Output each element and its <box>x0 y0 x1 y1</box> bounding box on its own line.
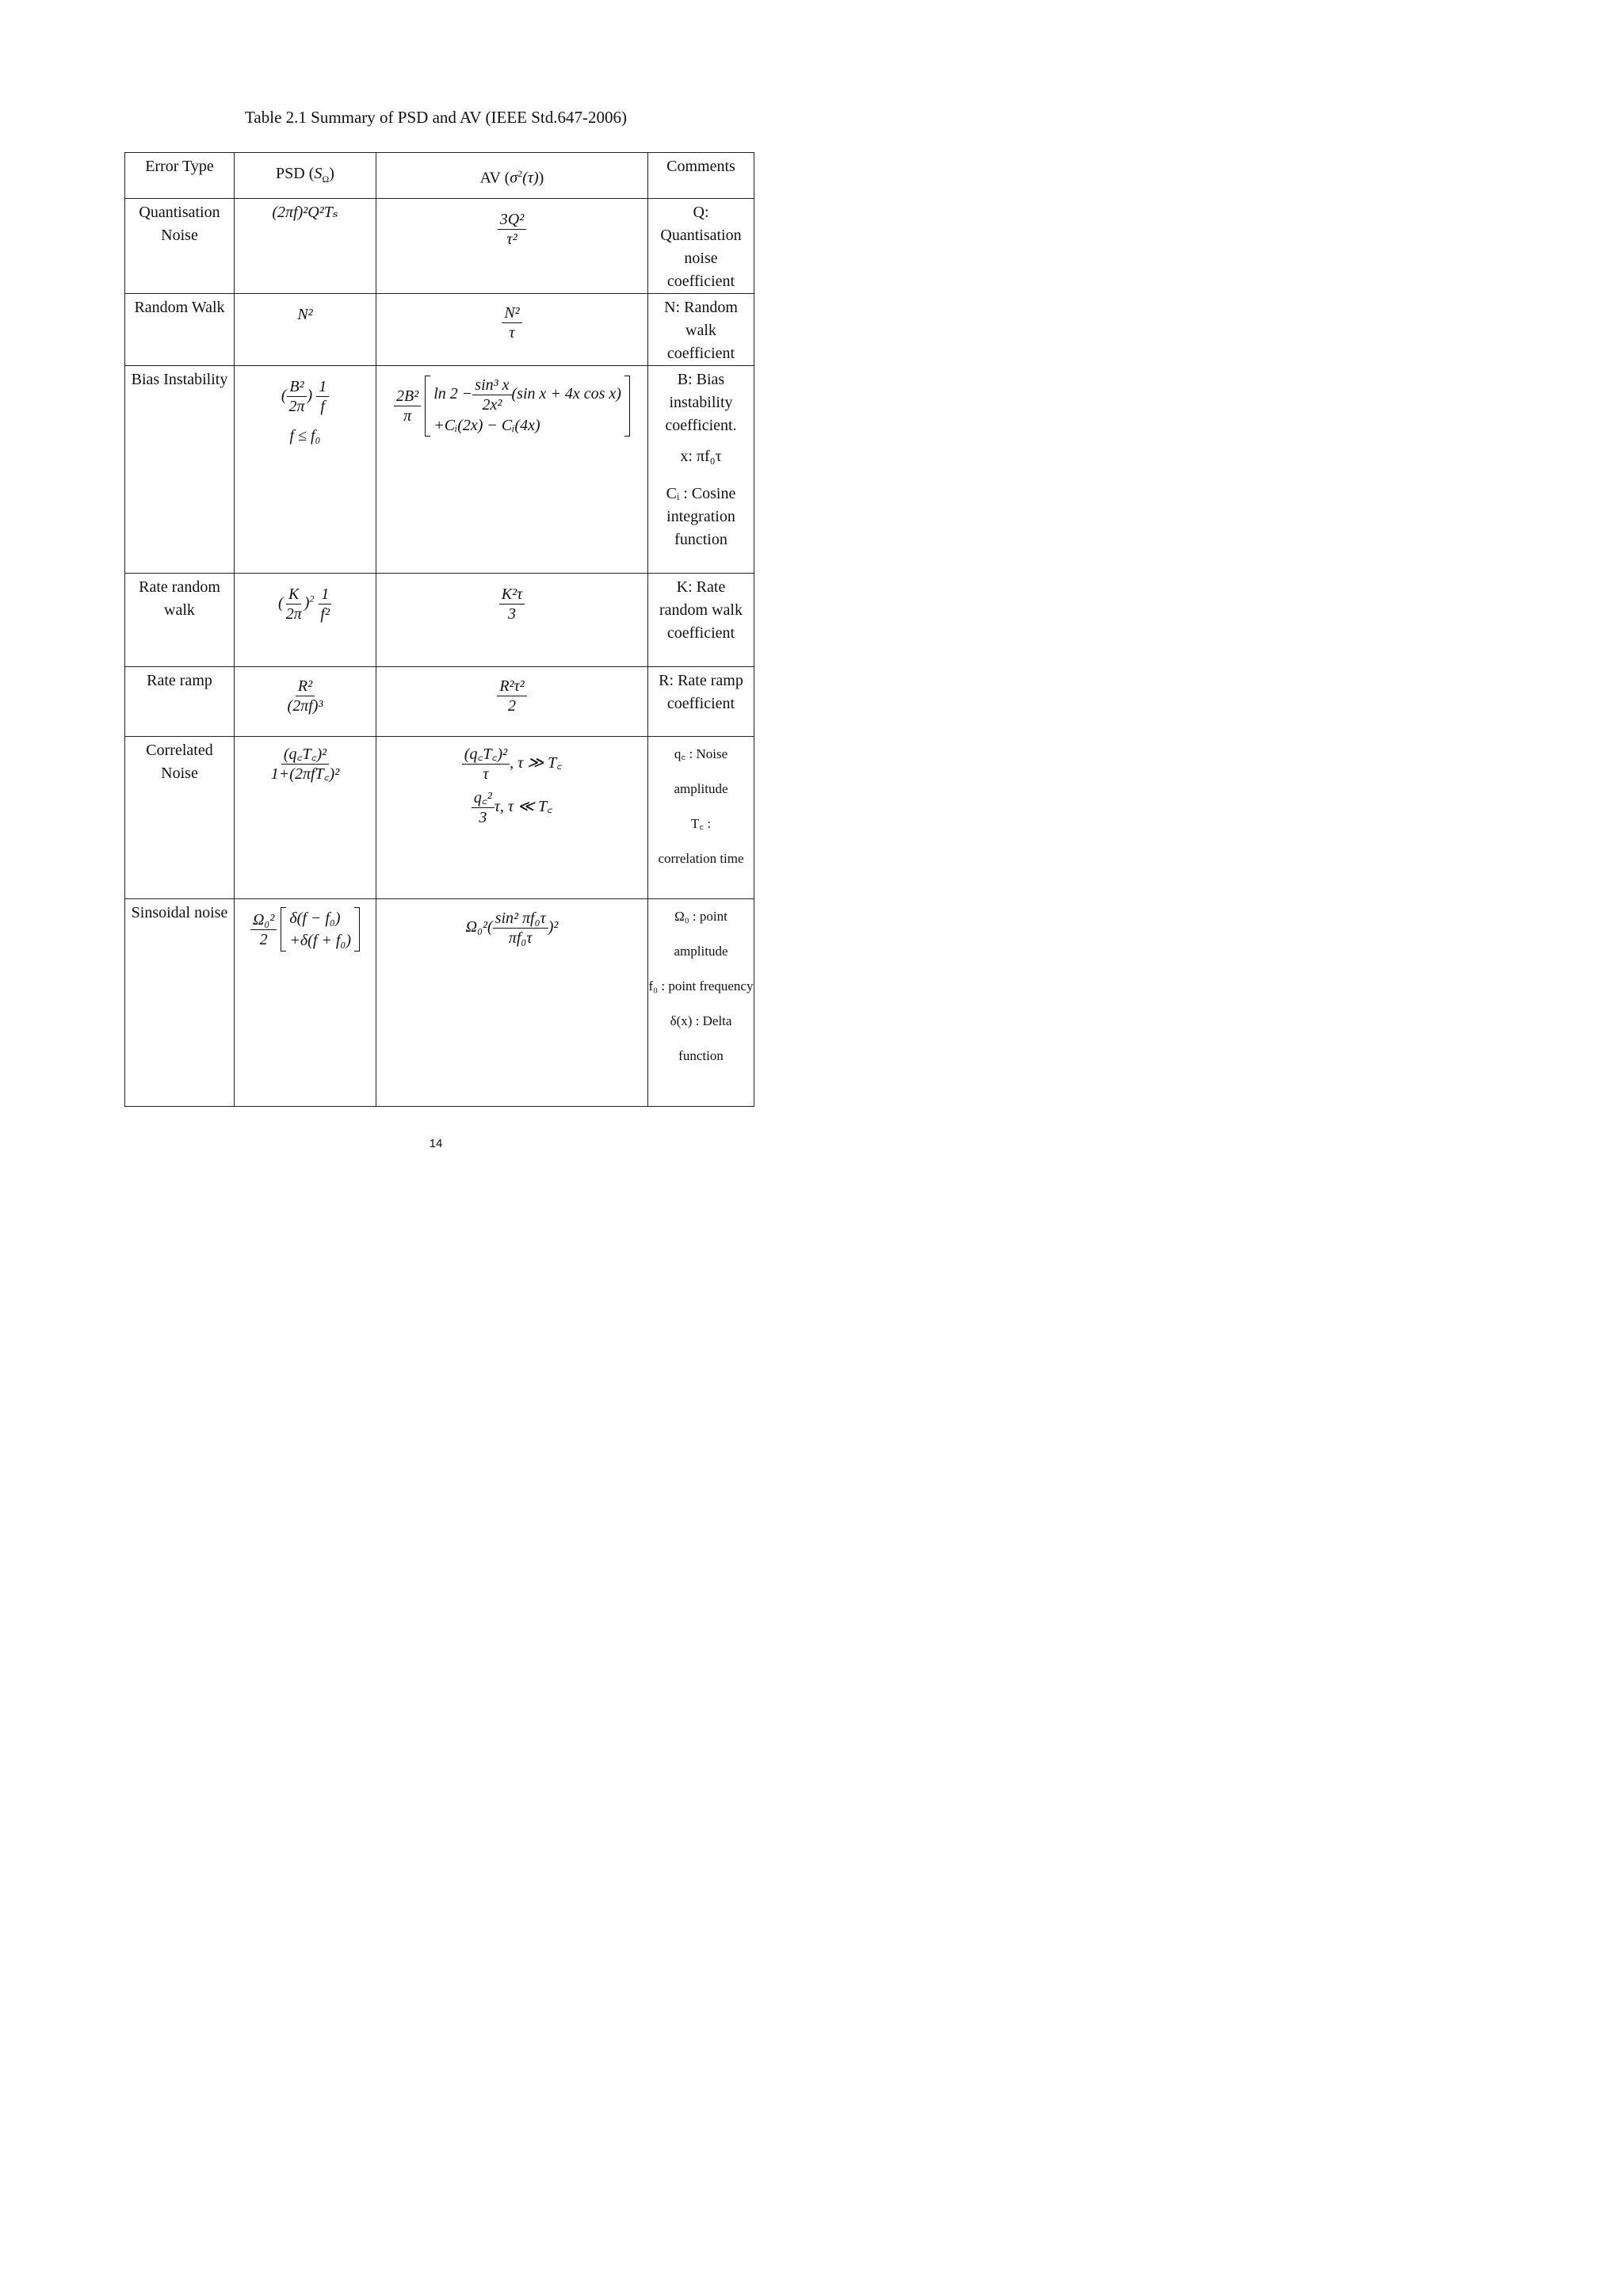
psd-cell <box>235 667 376 737</box>
table-row <box>125 667 754 737</box>
error-type-cell: Quantisation Noise <box>125 199 235 294</box>
psd-fraction: $\frac{\text{B²}}{2\pi}$ <box>286 377 307 416</box>
av-bracket: ln 2 − $\frac{\text{sin³ x}}{\text{2x²}}$ (sin x + 4x cos x) +Cᵢ(2x) − Cᵢ(4x) <box>425 376 630 437</box>
psd-cell <box>235 737 376 899</box>
error-type-cell: Rate ramp <box>125 667 235 737</box>
psd-prefactor: $\frac{\text{Ω₀²}}{2}$ <box>250 910 277 949</box>
table-row <box>125 294 754 366</box>
av-case-short-tau: $\frac{\text{q꜀²}}{3}$ τ, τ ≪ T꜀ <box>376 784 647 827</box>
av-cell <box>376 294 648 366</box>
psd-fraction-2: $\frac{1}{\text{f²}}$ <box>318 585 332 624</box>
psd-cell: ( $\frac{K}{2\pi}$ )$^2$ $\frac{1}{\text{f²}}$ <box>235 574 376 667</box>
comment-cell: q꜀ : Noise amplitude T꜀ : correlation time <box>648 737 754 899</box>
av-fraction: $\frac{\text{N²}}{\tau}$ <box>502 303 521 342</box>
table-row <box>125 366 754 574</box>
comment-cell: Ω₀ : point amplitude f₀ : point frequency δ(x) : Delta function <box>648 899 754 1107</box>
psd-cell: ( $\frac{\text{B²}}{2\pi}$ ) $\frac{1}{f}$ f ≤ f₀ <box>235 366 376 574</box>
table-row <box>125 899 754 1107</box>
psd-cell: N² <box>235 294 376 366</box>
psd-fraction: (q꜀T꜀)² 1+(2πfT꜀)² <box>270 746 340 783</box>
psd-av-summary-table <box>124 152 754 1107</box>
av-cell <box>376 667 648 737</box>
table-row <box>125 737 754 899</box>
page-number: 14 <box>429 1137 443 1150</box>
psd-cell: (2πf)²Q²Tₛ <box>235 199 376 294</box>
table-row <box>125 574 754 667</box>
av-fraction: $\frac{\text{R²τ²}}{2}$ <box>497 677 526 715</box>
table-row <box>125 199 754 294</box>
error-type-cell: Rate random walk <box>125 574 235 667</box>
error-type-cell: Bias Instability <box>125 366 235 574</box>
psd-bracket: δ(f − f₀) +δ(f + f₀) <box>281 907 360 952</box>
av-cell <box>376 737 648 899</box>
comment-cell: R: Rate ramp coefficient <box>648 667 754 737</box>
av-prefactor: $\frac{\text{2B²}}{\pi}$ <box>394 387 421 425</box>
comment-cell: B: Bias instability coefficient. x: πf₀τ Cᵢ : Cosine integration function <box>648 366 754 574</box>
psd-fraction: $\frac{\text{R²}}{\text{(2πf)³}}$ <box>287 677 323 715</box>
error-type-cell: Correlated Noise <box>125 737 235 899</box>
av-fraction: $\frac{\text{K²τ}}{3}$ <box>499 585 525 624</box>
av-fraction: $\frac{\text{3Q²}}{\text{τ²}}$ <box>498 210 526 249</box>
header-comments: Comments <box>648 153 754 199</box>
av-cell: Ω₀²( $\frac{\text{sin² πf₀τ}}{\text{πf₀τ}}$ )² <box>376 899 648 1107</box>
table-caption: Table 2.1 Summary of PSD and AV (IEEE Std.647-2006) <box>245 108 627 127</box>
av-cell <box>376 574 648 667</box>
comment-cell: N: Random walk coefficient <box>648 294 754 366</box>
comment-cell: K: Rate random walk coefficient <box>648 574 754 667</box>
av-cell <box>376 199 648 294</box>
av-cell <box>376 366 648 574</box>
header-psd: PSD $(S_\Omega)$ <box>235 153 376 199</box>
error-type-cell: Random Walk <box>125 294 235 366</box>
psd-fraction: $\frac{K}{2\pi}$ <box>285 585 302 623</box>
error-type-cell: Sinsoidal noise <box>125 899 235 1107</box>
comment-cell: Q: Quantisation noise coefficient <box>648 199 754 294</box>
psd-cell <box>235 899 376 1107</box>
av-case-long-tau: $\frac{\text{(q꜀T꜀)²}}{\tau}$ , τ ≫ T꜀ <box>376 737 647 784</box>
psd-condition: f ≤ f₀ <box>289 427 321 444</box>
header-error-type: Error Type <box>125 153 235 199</box>
header-av: AV $(\sigma^2(\tau))$ <box>376 153 648 199</box>
table-header-row <box>125 153 754 199</box>
psd-fraction-2: $\frac{1}{f}$ <box>316 377 329 416</box>
